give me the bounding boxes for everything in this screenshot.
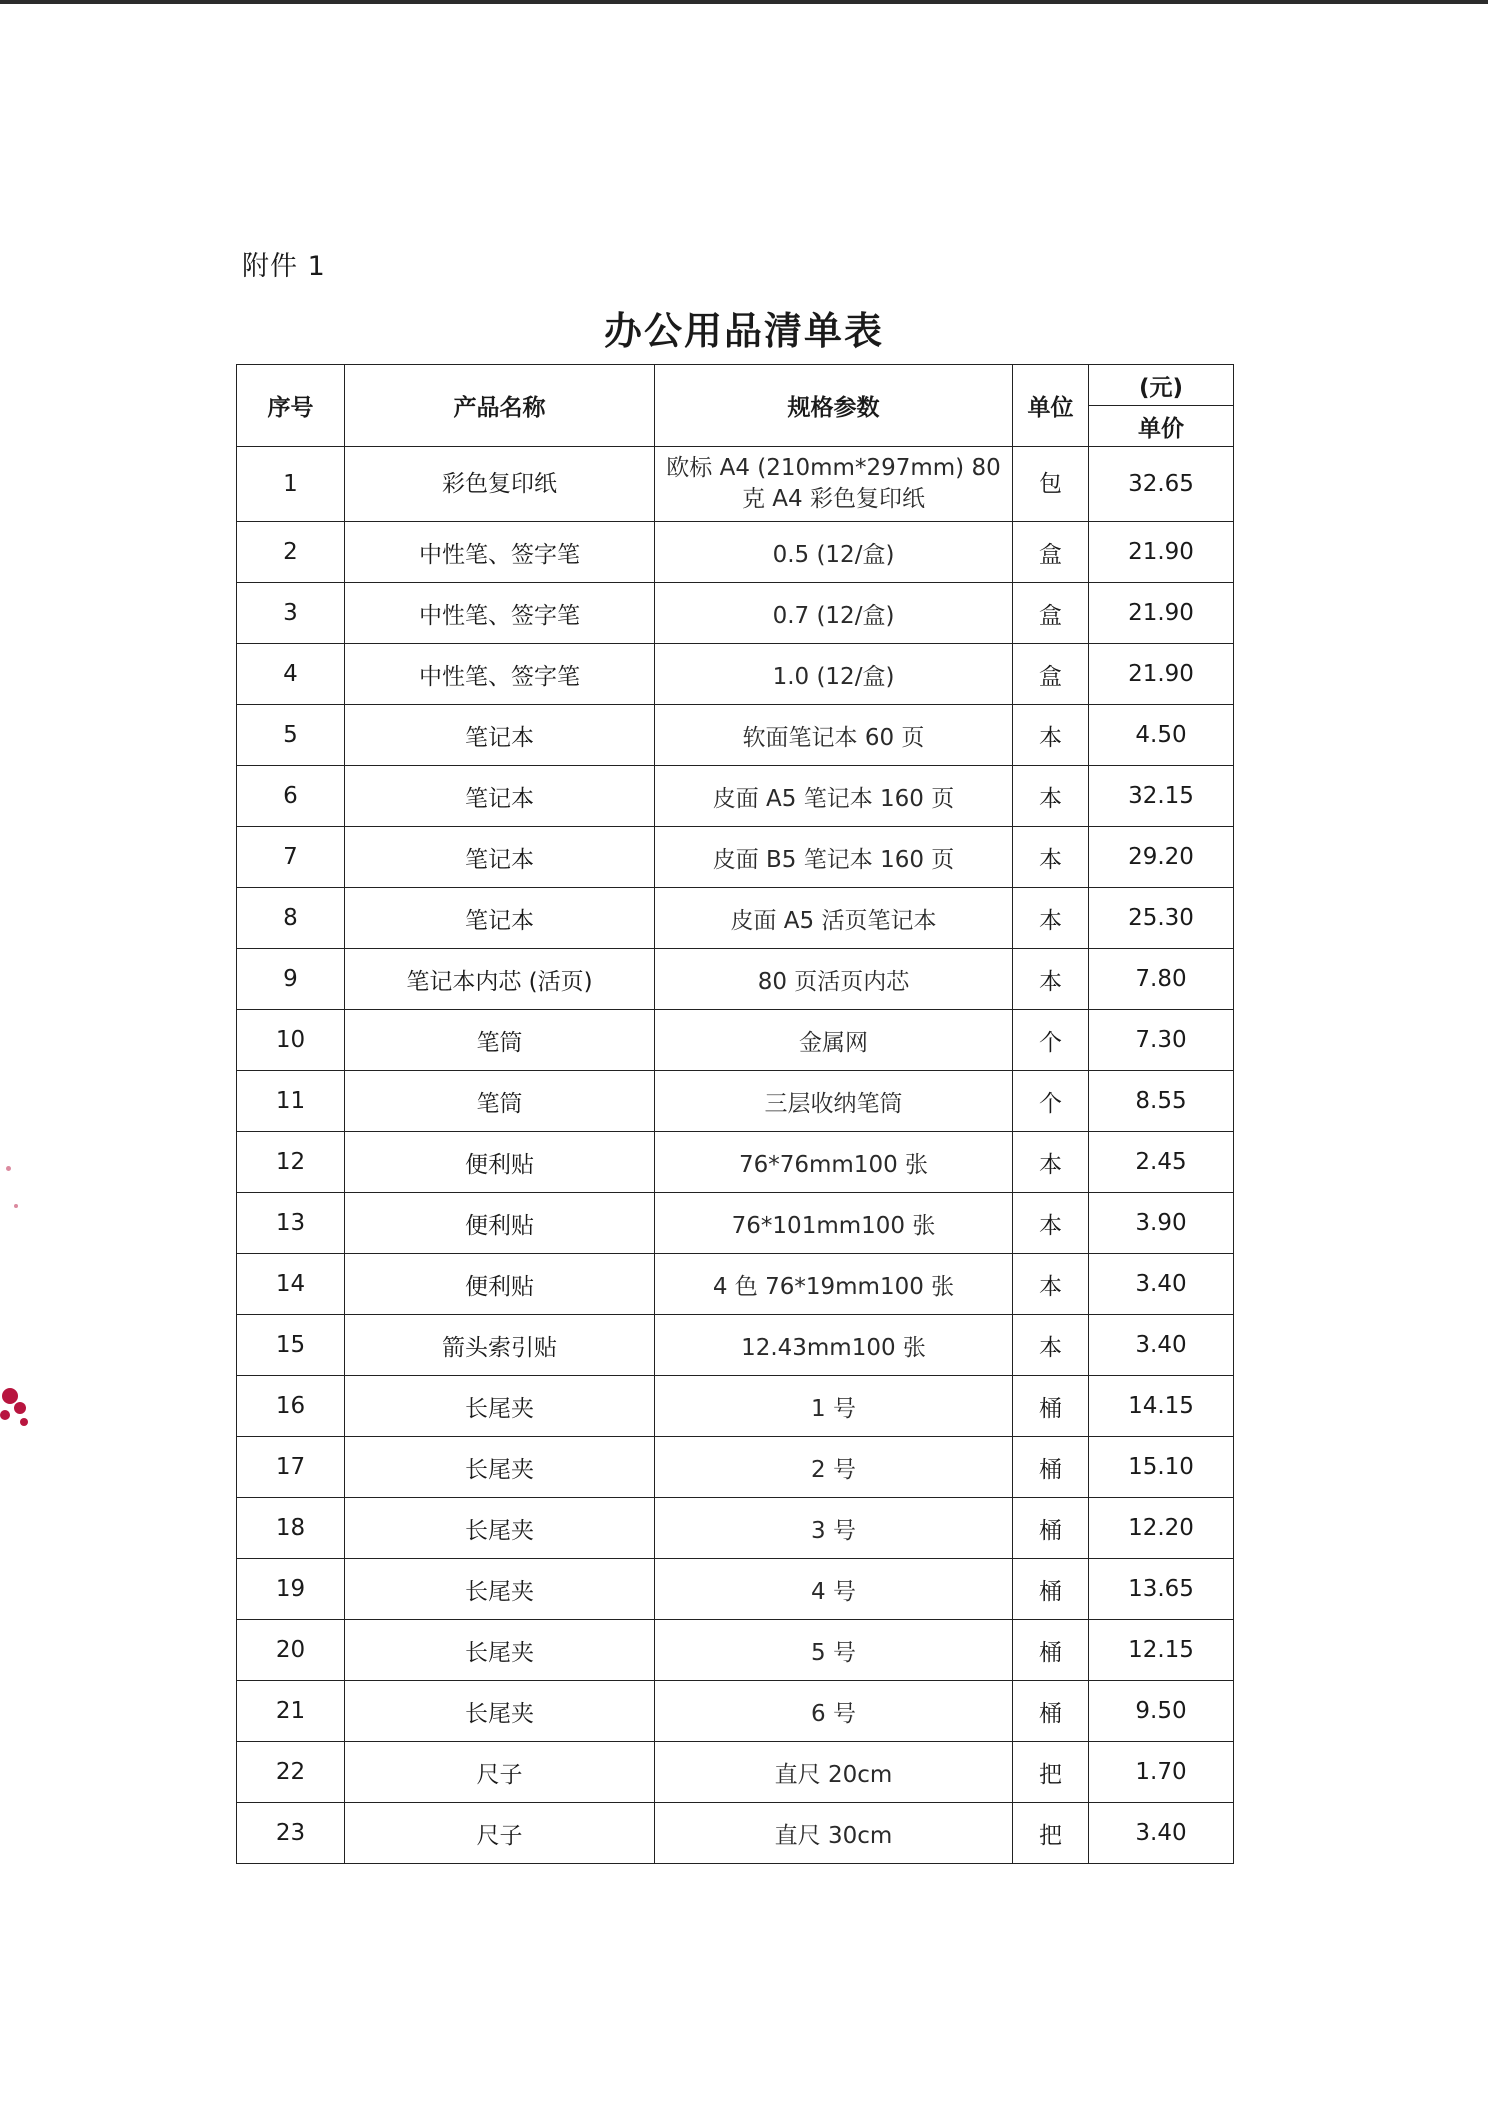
cell-price: 15.10 [1089,1437,1234,1498]
cell-price: 2.45 [1089,1132,1234,1193]
cell-unit: 本 [1013,827,1089,888]
cell-unit: 本 [1013,1315,1089,1376]
cell-unit: 桶 [1013,1376,1089,1437]
table-row [237,949,1234,1010]
cell-product-name: 笔记本 [345,888,655,949]
cell-index: 4 [237,644,345,705]
cell-index: 20 [237,1620,345,1681]
cell-spec: 欧标 A4 (210mm*297mm) 80 克 A4 彩色复印纸 [655,447,1013,522]
cell-index: 9 [237,949,345,1010]
cell-index: 10 [237,1010,345,1071]
cell-price: 8.55 [1089,1071,1234,1132]
cell-price: 25.30 [1089,888,1234,949]
page-title: 办公用品清单表 [603,309,884,353]
stamp-mark [0,1410,10,1420]
cell-product-name: 便利贴 [345,1254,655,1315]
cell-product-name: 中性笔、签字笔 [345,522,655,583]
table-row [237,1010,1234,1071]
cell-spec: 1 号 [655,1376,1013,1437]
cell-price: 1.70 [1089,1742,1234,1803]
cell-index: 22 [237,1742,345,1803]
cell-price: 29.20 [1089,827,1234,888]
cell-price: 12.20 [1089,1498,1234,1559]
cell-unit: 盒 [1013,644,1089,705]
cell-product-name: 长尾夹 [345,1681,655,1742]
cell-index: 13 [237,1193,345,1254]
cell-unit: 本 [1013,766,1089,827]
cell-spec: 2 号 [655,1437,1013,1498]
cell-spec: 6 号 [655,1681,1013,1742]
cell-unit: 盒 [1013,583,1089,644]
cell-index: 6 [237,766,345,827]
cell-spec: 皮面 B5 笔记本 160 页 [655,827,1013,888]
table-row [237,1559,1234,1620]
cell-index: 7 [237,827,345,888]
cell-price: 3.40 [1089,1315,1234,1376]
stamp-mark [6,1166,11,1171]
cell-unit: 桶 [1013,1559,1089,1620]
cell-price: 32.15 [1089,766,1234,827]
stamp-mark [2,1388,18,1404]
cell-unit: 本 [1013,949,1089,1010]
cell-price: 3.40 [1089,1254,1234,1315]
cell-index: 12 [237,1132,345,1193]
cell-index: 11 [237,1071,345,1132]
cell-price: 21.90 [1089,583,1234,644]
cell-product-name: 笔筒 [345,1071,655,1132]
cell-index: 21 [237,1681,345,1742]
header-price: 单价 [1089,406,1234,447]
table-row [237,766,1234,827]
cell-product-name: 笔记本内芯 (活页) [345,949,655,1010]
table-row [237,888,1234,949]
cell-unit: 桶 [1013,1498,1089,1559]
stamp-mark [20,1418,28,1426]
stamp-mark [14,1402,26,1414]
cell-spec: 直尺 20cm [655,1742,1013,1803]
cell-price: 7.30 [1089,1010,1234,1071]
cell-product-name: 中性笔、签字笔 [345,583,655,644]
cell-price: 21.90 [1089,522,1234,583]
cell-index: 15 [237,1315,345,1376]
cell-index: 18 [237,1498,345,1559]
cell-price: 14.15 [1089,1376,1234,1437]
cell-product-name: 长尾夹 [345,1376,655,1437]
cell-product-name: 长尾夹 [345,1498,655,1559]
cell-product-name: 彩色复印纸 [345,447,655,522]
cell-price: 21.90 [1089,644,1234,705]
table-row [237,1437,1234,1498]
cell-index: 19 [237,1559,345,1620]
cell-product-name: 中性笔、签字笔 [345,644,655,705]
cell-unit: 本 [1013,705,1089,766]
cell-spec: 4 号 [655,1559,1013,1620]
stamp-mark [14,1204,18,1208]
cell-unit: 个 [1013,1071,1089,1132]
table-row [237,705,1234,766]
cell-spec: 直尺 30cm [655,1803,1013,1864]
table-row [237,827,1234,888]
cell-spec: 5 号 [655,1620,1013,1681]
cell-index: 2 [237,522,345,583]
table-body [237,447,1234,1864]
header-product-name: 产品名称 [345,365,655,447]
cell-index: 16 [237,1376,345,1437]
table-row [237,1376,1234,1437]
table-row [237,1315,1234,1376]
table-row [237,1132,1234,1193]
table-row [237,1681,1234,1742]
cell-spec: 金属网 [655,1010,1013,1071]
cell-product-name: 笔筒 [345,1010,655,1071]
cell-product-name: 尺子 [345,1742,655,1803]
header-index: 序号 [237,365,345,447]
cell-index: 23 [237,1803,345,1864]
cell-index: 8 [237,888,345,949]
cell-unit: 盒 [1013,522,1089,583]
attachment-label: 附件 1 [242,251,326,282]
cell-unit: 桶 [1013,1437,1089,1498]
scan-top-edge [0,0,1488,4]
cell-index: 3 [237,583,345,644]
cell-spec: 三层收纳笔筒 [655,1071,1013,1132]
cell-unit: 本 [1013,1132,1089,1193]
table-row [237,1498,1234,1559]
cell-unit: 本 [1013,1254,1089,1315]
cell-product-name: 笔记本 [345,705,655,766]
cell-price: 3.90 [1089,1193,1234,1254]
table-row [237,583,1234,644]
cell-product-name: 箭头索引贴 [345,1315,655,1376]
table-row [237,1620,1234,1681]
cell-unit: 把 [1013,1803,1089,1864]
cell-spec: 76*101mm100 张 [655,1193,1013,1254]
table-row [237,1254,1234,1315]
cell-product-name: 长尾夹 [345,1559,655,1620]
cell-spec: 0.7 (12/盒) [655,583,1013,644]
header-spec: 规格参数 [655,365,1013,447]
cell-price: 4.50 [1089,705,1234,766]
cell-spec: 皮面 A5 笔记本 160 页 [655,766,1013,827]
cell-unit: 包 [1013,447,1089,522]
cell-spec: 3 号 [655,1498,1013,1559]
cell-spec: 76*76mm100 张 [655,1132,1013,1193]
cell-product-name: 长尾夹 [345,1437,655,1498]
table-header-row [237,365,1234,406]
cell-unit: 把 [1013,1742,1089,1803]
cell-unit: 桶 [1013,1620,1089,1681]
cell-price: 12.15 [1089,1620,1234,1681]
cell-product-name: 笔记本 [345,766,655,827]
header-price-currency: (元) [1089,365,1234,406]
cell-index: 14 [237,1254,345,1315]
cell-price: 3.40 [1089,1803,1234,1864]
cell-spec: 4 色 76*19mm100 张 [655,1254,1013,1315]
cell-price: 7.80 [1089,949,1234,1010]
cell-spec: 80 页活页内芯 [655,949,1013,1010]
cell-unit: 个 [1013,1010,1089,1071]
table-row [237,1071,1234,1132]
cell-unit: 桶 [1013,1681,1089,1742]
cell-spec: 0.5 (12/盒) [655,522,1013,583]
cell-price: 13.65 [1089,1559,1234,1620]
cell-spec: 皮面 A5 活页笔记本 [655,888,1013,949]
table-row [237,1742,1234,1803]
cell-product-name: 便利贴 [345,1193,655,1254]
cell-price: 9.50 [1089,1681,1234,1742]
cell-product-name: 便利贴 [345,1132,655,1193]
cell-product-name: 长尾夹 [345,1620,655,1681]
cell-product-name: 尺子 [345,1803,655,1864]
table-row [237,447,1234,522]
table-row [237,522,1234,583]
table-row [237,1803,1234,1864]
table-row [237,644,1234,705]
cell-spec: 1.0 (12/盒) [655,644,1013,705]
office-supplies-table [236,364,1234,1864]
cell-spec: 12.43mm100 张 [655,1315,1013,1376]
cell-index: 5 [237,705,345,766]
cell-index: 17 [237,1437,345,1498]
cell-unit: 本 [1013,888,1089,949]
cell-product-name: 笔记本 [345,827,655,888]
cell-unit: 本 [1013,1193,1089,1254]
table-row [237,1193,1234,1254]
cell-index: 1 [237,447,345,522]
cell-spec: 软面笔记本 60 页 [655,705,1013,766]
cell-price: 32.65 [1089,447,1234,522]
header-unit: 单位 [1013,365,1089,447]
